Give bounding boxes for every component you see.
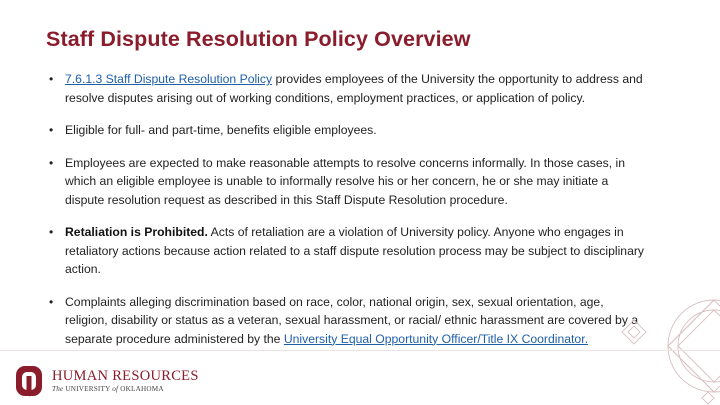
bullet-text: Eligible for full- and part-time, benefits eligible employees.	[65, 123, 377, 137]
bullet-marker: •	[49, 225, 54, 239]
org-sub-university: UNIVERSITY	[63, 384, 113, 393]
bullet-marker: •	[49, 72, 54, 86]
bullet-text: Acts of retaliation are a violation of University policy. Anyone who engages in retaliatory actions because action related to a staff dispute resolution process may be subject to disciplinary action.	[65, 225, 644, 276]
bullet-marker: •	[49, 123, 54, 137]
bullet-list	[49, 70, 649, 362]
ou-logo-icon	[14, 364, 44, 398]
decorative-pattern	[610, 280, 720, 405]
org-sub-state: OKLAHOMA	[118, 384, 164, 393]
bullet-marker: •	[49, 294, 54, 309]
retaliation-heading: Retaliation is Prohibited.	[65, 225, 208, 239]
org-subtitle	[52, 384, 199, 394]
bullet-text: provides employees of the University the opportunity to address and resolve disputes arising out of working conditions, employment practices, or application of policy.	[65, 72, 643, 105]
org-sub-of: of	[112, 384, 119, 393]
bullet-item-informal-resolution	[49, 154, 649, 210]
bullet-item-policy	[49, 70, 649, 107]
bullet-text: Complaints alleging discrimination based on race, color, national origin, sex, sexual orientation, age, religion, disability or status as a veteran, sexual harassment, or racial/ ethnic harassment are covered by a separate procedure administered by the	[65, 294, 639, 346]
eeo-officer-link[interactable]: University Equal Opportunity Officer/Title IX Coordinator.	[283, 331, 588, 346]
bullet-item-retaliation	[49, 223, 649, 279]
footer-divider	[0, 350, 720, 351]
bullet-item-discrimination	[49, 293, 649, 349]
bullet-item-eligibility	[49, 121, 649, 140]
logo-text: OU	[29, 397, 31, 398]
org-sub-the: The	[52, 384, 64, 393]
policy-link[interactable]: 7.6.1.3 Staff Dispute Resolution Policy	[65, 72, 273, 86]
slide-title: Staff Dispute Resolution Policy Overview	[46, 27, 471, 51]
org-name: HUMAN RESOURCES	[52, 367, 199, 384]
bullet-marker: •	[49, 155, 54, 170]
org-block	[52, 369, 199, 394]
footer	[14, 364, 199, 398]
bullet-text: Employees are expected to make reasonable attempts to resolve concerns informally. In those cases, in which an eligible employee is unable to informally resolve his or her concern, he or she may initiate a dispute resolution request as described in this Staff Dispute Resolution procedure.	[65, 155, 626, 207]
